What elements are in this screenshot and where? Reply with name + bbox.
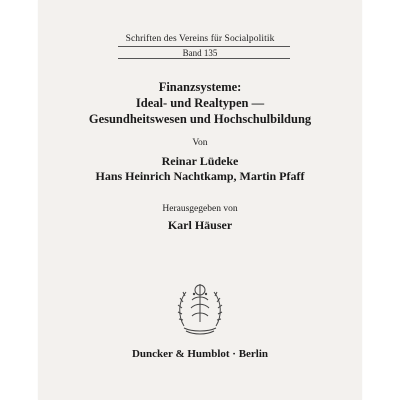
edited-by-label: Herausgegeben von [162, 204, 238, 214]
author-line: Reinar Lüdeke [161, 154, 239, 168]
title-line: Gesundheitswesen und Hochschulbildung [88, 112, 312, 126]
by-label: Von [192, 138, 208, 148]
author-line: Hans Heinrich Nachtkamp, Martin Pfaff [95, 169, 305, 183]
title-line: Finanzsysteme: [158, 80, 242, 94]
top-rule [118, 46, 290, 47]
bottom-rule [118, 58, 290, 59]
book-title [38, 79, 362, 127]
authors [38, 154, 362, 184]
title-line: Ideal- und Realtypen — [135, 96, 265, 110]
editor-name: Karl Häuser [167, 218, 233, 232]
book-cover [38, 0, 362, 400]
series-title: Schriften des Vereins für Socialpolitik [125, 34, 275, 44]
publisher-name: Duncker & Humblot · Berlin [131, 348, 269, 360]
volume-number: Band 135 [182, 48, 218, 58]
publisher-emblem-icon [174, 276, 226, 338]
